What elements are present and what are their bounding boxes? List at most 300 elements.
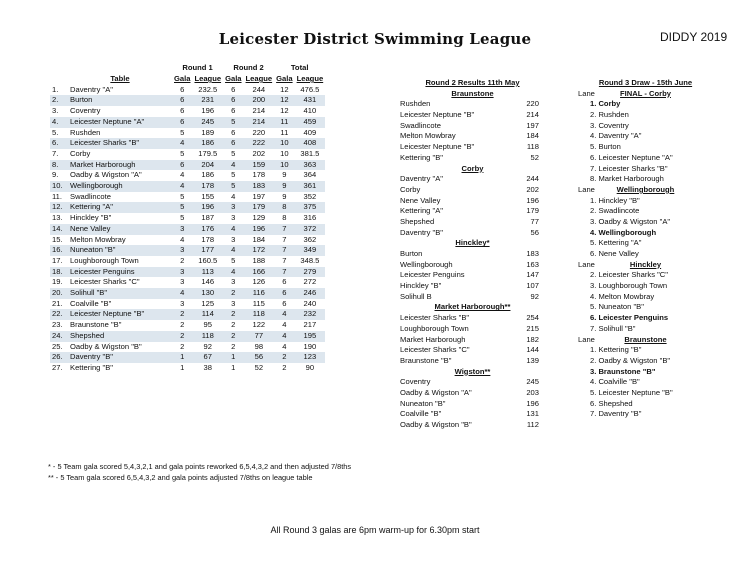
- lane-team: 5. Kettering "A": [590, 238, 642, 248]
- round1-gala: 2: [172, 331, 192, 342]
- round2-gala: 3: [231, 234, 236, 244]
- result-row: [400, 281, 545, 292]
- result-row: [400, 153, 545, 164]
- team-score: 215: [526, 323, 539, 333]
- position: 24.: [50, 331, 68, 342]
- total-gala: 10: [274, 160, 294, 171]
- round1-gala: 6: [172, 95, 192, 106]
- round2-gala: 1: [223, 352, 243, 363]
- team-name: Corby: [70, 148, 91, 158]
- venue-heading: Market Harborough**: [434, 302, 511, 312]
- table-row: [50, 170, 325, 181]
- total-gala: 7: [282, 255, 287, 265]
- round1-gala: 1: [172, 352, 192, 363]
- round2-league: 214: [244, 117, 275, 128]
- round1-gala: 2: [180, 341, 185, 351]
- round1-gala: 4: [172, 181, 192, 192]
- lane-team: 3. Braunstone "B": [590, 366, 656, 376]
- team-score: 196: [526, 195, 539, 205]
- team-name: Leicester Sharks "C": [400, 345, 470, 355]
- total-league: 246: [295, 288, 326, 299]
- team-name: Leicester Neptune "A": [68, 117, 172, 128]
- lane-row: [578, 228, 713, 239]
- total-gala: 12: [280, 106, 289, 116]
- lane-row: [578, 270, 713, 281]
- team-name: Daventry "B": [68, 352, 172, 363]
- position: 16.: [50, 245, 68, 256]
- round1-gala: 6: [180, 84, 185, 94]
- team-score: 92: [530, 291, 539, 301]
- round1-gala: 1: [180, 362, 185, 372]
- team-name: Kettering "B": [400, 152, 443, 162]
- lane-team: 8. Market Harborough: [590, 174, 664, 184]
- team-name: Market Harborough: [400, 334, 466, 344]
- table-row: [50, 106, 325, 117]
- position: 11.: [52, 191, 62, 201]
- lane-heading-row: [578, 335, 713, 346]
- total-gala: 9: [274, 181, 294, 192]
- lane-team: 1. Kettering "B": [590, 345, 642, 355]
- result-row: [400, 206, 545, 217]
- total-gala: 6: [282, 277, 287, 287]
- round1-gala: 4: [180, 234, 185, 244]
- team-name: Braunstone "B": [400, 355, 452, 365]
- result-row: [400, 142, 545, 153]
- lane-row: [578, 206, 713, 217]
- team-name: Daventry "A": [400, 174, 443, 184]
- team-score: 56: [530, 227, 539, 237]
- total-gala: 4: [274, 331, 294, 342]
- team-name: Melton Mowbray: [400, 131, 456, 141]
- team-name: Leicester Neptune "B": [400, 142, 475, 152]
- round1-gala: 2: [180, 255, 185, 265]
- team-name: Daventry "A": [70, 84, 113, 94]
- table-row: [50, 342, 325, 353]
- total-league: 476.5: [300, 84, 320, 94]
- position: 14.: [50, 224, 68, 235]
- result-row: [400, 270, 545, 281]
- gala-header: Gala: [174, 74, 191, 83]
- position: 18.: [50, 267, 68, 278]
- team-name: Kettering "A": [68, 202, 172, 213]
- table-row: [50, 299, 325, 310]
- team-score: 203: [526, 387, 539, 397]
- position: 1.: [52, 84, 59, 94]
- team-name: Loughborough Town: [70, 255, 139, 265]
- round1-gala: 6: [180, 106, 185, 116]
- team-name: Wellingborough: [400, 259, 453, 269]
- total-league: 352: [303, 191, 317, 201]
- round1-league: 67: [192, 352, 223, 363]
- round2-league: 178: [252, 170, 266, 180]
- total-league: 431: [295, 95, 326, 106]
- result-row: [400, 196, 545, 207]
- position: 13.: [52, 213, 63, 223]
- team-name: Swadlincote: [70, 191, 111, 201]
- league-table: [50, 62, 325, 374]
- round2-gala: 2: [231, 320, 236, 330]
- team-score: 131: [526, 409, 539, 419]
- team-name: Daventry "B": [400, 227, 443, 237]
- total-gala: 10: [280, 148, 289, 158]
- round2-league: 222: [244, 138, 275, 149]
- team-name: Braunstone "B": [70, 320, 122, 330]
- lane-row: [578, 324, 713, 335]
- round1-league: 92: [203, 341, 212, 351]
- lane-row: [578, 356, 713, 367]
- team-name: Burton: [68, 95, 172, 106]
- total-league: 361: [295, 181, 326, 192]
- league-header: League: [296, 74, 324, 83]
- total-gala: 11: [274, 117, 294, 128]
- lane-team: 5. Burton: [590, 142, 621, 152]
- team-score: 107: [526, 281, 539, 291]
- table-row: [50, 149, 325, 160]
- table-row: [50, 288, 325, 299]
- lane-row: [578, 110, 713, 121]
- round2-league: 116: [244, 288, 275, 299]
- round1-league: 231: [192, 95, 223, 106]
- lane-row: [578, 249, 713, 260]
- league-header: League: [245, 74, 273, 83]
- team-name: Rushden: [70, 127, 101, 137]
- result-row: [400, 185, 545, 196]
- position: 9.: [52, 170, 59, 180]
- venue-heading: Wellingborough: [616, 184, 675, 194]
- total-league: 240: [303, 298, 317, 308]
- venue-heading: Wigston**: [454, 366, 491, 376]
- round2-league: 197: [252, 191, 266, 201]
- position: 10.: [50, 181, 68, 192]
- round2-header: Round 2: [233, 62, 264, 72]
- position: 7.: [52, 148, 59, 158]
- result-row: [400, 99, 545, 110]
- round2-gala: 2: [223, 331, 243, 342]
- total-league: 316: [303, 213, 317, 223]
- total-league: 372: [295, 224, 326, 235]
- team-name: Leicester Penguins: [400, 270, 465, 280]
- total-league: 459: [295, 117, 326, 128]
- team-score: 179: [526, 206, 539, 216]
- team-name: Coventry: [70, 106, 101, 116]
- round1-league: 189: [201, 127, 215, 137]
- round2-league: 214: [252, 106, 266, 116]
- team-score: 118: [526, 142, 539, 152]
- round1-league: 186: [192, 138, 223, 149]
- table-row: [50, 181, 325, 192]
- team-name: Oadby & Wigston "B": [400, 420, 472, 429]
- position: 6.: [50, 138, 68, 149]
- team-name: Nuneaton "B": [68, 245, 172, 256]
- position: 5.: [52, 127, 59, 137]
- position: 15.: [52, 234, 63, 244]
- result-row: [400, 409, 545, 420]
- round2-gala: 5: [223, 117, 243, 128]
- total-gala: 4: [274, 309, 294, 320]
- round2-league: 172: [244, 245, 275, 256]
- page-title: Leicester District Swimming League: [218, 30, 532, 48]
- round1-league: 232.5: [198, 84, 218, 94]
- round1-gala: 5: [172, 202, 192, 213]
- result-row: [400, 217, 545, 228]
- result-row: [400, 324, 545, 335]
- team-score: 214: [526, 110, 539, 120]
- table-row: [50, 213, 325, 224]
- result-row: [400, 292, 545, 303]
- lane-heading-row: [578, 89, 713, 100]
- team-name: Nene Valley: [68, 224, 172, 235]
- result-row: [400, 121, 545, 132]
- table-row: [50, 138, 325, 149]
- round2-gala: 6: [223, 95, 243, 106]
- lane-row: [578, 399, 713, 410]
- table-header: Table: [110, 74, 130, 83]
- round1-gala: 5: [180, 191, 185, 201]
- result-row: [400, 131, 545, 142]
- position: 8.: [50, 160, 68, 171]
- team-name: Burton: [400, 249, 423, 258]
- round1-gala: 4: [172, 288, 192, 299]
- team-name: Nene Valley: [400, 195, 441, 205]
- round2-gala: 3: [231, 298, 236, 308]
- round2-league: 122: [252, 320, 266, 330]
- result-row: [400, 228, 545, 239]
- lane-team: 2. Rushden: [590, 110, 629, 120]
- lane-team: 4. Wellingborough: [590, 227, 657, 237]
- team-name: Hinckley "B": [400, 281, 442, 291]
- round2-gala: 5: [231, 148, 236, 158]
- lane-label: Lane: [578, 334, 595, 344]
- total-league: 279: [295, 267, 326, 278]
- total-gala: 12: [274, 95, 294, 106]
- round1-header: Round 1: [182, 62, 213, 72]
- lane-team: 6. Nene Valley: [590, 249, 639, 258]
- total-league: 232: [295, 309, 326, 320]
- lane-row: [578, 388, 713, 399]
- result-row: [400, 174, 545, 185]
- round2-league: 166: [244, 267, 275, 278]
- lane-row: [578, 153, 713, 164]
- team-name: Solihull B: [400, 291, 432, 301]
- lane-row: [578, 281, 713, 292]
- total-league: 195: [295, 331, 326, 342]
- lane-row: [578, 164, 713, 175]
- team-name: Leicester Sharks "B": [400, 313, 470, 323]
- position: 4.: [50, 117, 68, 128]
- round1-league: 187: [201, 213, 215, 223]
- total-league: 190: [303, 341, 317, 351]
- round1-gala: 3: [172, 224, 192, 235]
- round1-gala: 4: [172, 138, 192, 149]
- round2-gala: 2: [223, 288, 243, 299]
- division-label: DIDDY 2019: [660, 30, 728, 44]
- total-gala: 8: [282, 213, 287, 223]
- table-row: [50, 309, 325, 320]
- round2-gala: 2: [231, 341, 236, 351]
- round2-results: [400, 78, 545, 431]
- position: 19.: [52, 277, 63, 287]
- lane-row: [578, 121, 713, 132]
- team-score: 163: [526, 259, 539, 269]
- position: 12.: [50, 202, 68, 213]
- team-score: 112: [526, 420, 539, 429]
- table-row: [50, 95, 325, 106]
- table-row: [50, 117, 325, 128]
- round1-league: 118: [192, 331, 223, 342]
- round1-league: 196: [201, 106, 215, 116]
- round2-gala: 6: [231, 106, 236, 116]
- team-score: 202: [526, 184, 539, 194]
- position: 17.: [52, 255, 63, 265]
- team-name: Melton Mowbray: [70, 234, 126, 244]
- team-name: Wellingborough: [68, 181, 172, 192]
- lane-team: 1. Hinckley "B": [590, 195, 640, 205]
- round1-gala: 3: [172, 245, 192, 256]
- round2-gala: 5: [231, 170, 236, 180]
- team-score: 196: [526, 398, 539, 408]
- team-name: Hinckley "B": [70, 213, 112, 223]
- table-row: [50, 85, 325, 96]
- round1-gala: 3: [180, 298, 185, 308]
- round1-league: 95: [203, 320, 212, 330]
- total-gala: 4: [282, 341, 287, 351]
- team-score: 52: [530, 152, 539, 162]
- total-gala: 2: [282, 362, 287, 372]
- round1-league: 155: [201, 191, 215, 201]
- lane-team: 2. Oadby & Wigston "B": [590, 355, 671, 365]
- venue-heading: Hinckley: [629, 259, 662, 269]
- team-name: Market Harborough: [68, 160, 172, 171]
- round2-league: 179: [244, 202, 275, 213]
- team-name: Nuneaton "B": [400, 398, 446, 408]
- total-league: 348.5: [300, 255, 320, 265]
- round2-league: 115: [252, 298, 265, 308]
- team-name: Leicester Penguins: [68, 267, 172, 278]
- total-league: 272: [303, 277, 317, 287]
- round1-gala: 6: [172, 160, 192, 171]
- table-row: [50, 245, 325, 256]
- column-header-row: [50, 74, 325, 85]
- table-row: [50, 277, 325, 288]
- team-name: Coventry: [400, 377, 431, 387]
- team-name: Corby: [400, 184, 421, 194]
- round1-gala: 5: [180, 127, 185, 137]
- result-row: [400, 313, 545, 324]
- round2-league: 129: [252, 213, 266, 223]
- total-league: 381.5: [300, 148, 320, 158]
- lane-team: 7. Leicester Sharks "B": [590, 163, 668, 173]
- lane-row: [578, 313, 713, 324]
- round1-league: 186: [201, 170, 215, 180]
- lane-team: 6. Shepshed: [590, 398, 633, 408]
- round2-gala: 6: [231, 84, 236, 94]
- round1-gala: 3: [172, 267, 192, 278]
- round2-league: 52: [254, 362, 264, 372]
- round2-gala: 5: [223, 181, 243, 192]
- lane-team: 5. Nuneaton "B": [590, 302, 644, 312]
- round2-league: 184: [252, 234, 266, 244]
- round2-league: 56: [244, 352, 275, 363]
- venue-heading: Corby: [461, 163, 484, 173]
- team-name: Coalville "B": [400, 409, 442, 419]
- round1-league: 204: [192, 160, 223, 171]
- round1-league: 178: [192, 181, 223, 192]
- team-name: Oadby & Wigston "B": [70, 341, 142, 351]
- table-row: [50, 235, 325, 246]
- team-name: Kettering "A": [400, 206, 443, 216]
- round2-league: 77: [244, 331, 275, 342]
- team-name: Oadby & Wigston "A": [70, 170, 142, 180]
- footnote-double-star: ** - 5 Team gala scored 6,5,4,3,2 and gala points adjusted 7/8ths on league table: [48, 473, 313, 482]
- team-name: Solihull "B": [68, 288, 172, 299]
- result-row: [400, 388, 545, 399]
- lane-row: [578, 292, 713, 303]
- start-time-note: All Round 3 galas are 6pm warm-up for 6.30pm start: [270, 525, 480, 535]
- lane-label: Lane: [578, 88, 595, 98]
- total-league: 409: [303, 127, 317, 137]
- lane-label: Lane: [578, 259, 595, 269]
- team-name: Loughborough Town: [400, 323, 469, 333]
- table-row: [50, 363, 325, 374]
- round2-gala: 4: [231, 191, 236, 201]
- round2-gala: 3: [231, 213, 236, 223]
- round1-league: 160.5: [198, 255, 218, 265]
- position: 23.: [52, 320, 63, 330]
- result-row: [400, 377, 545, 388]
- lane-row: [578, 142, 713, 153]
- round1-gala: 3: [180, 277, 185, 287]
- round2-league: 220: [252, 127, 266, 137]
- team-name: Leicester Sharks "C": [70, 277, 140, 287]
- team-name: Coalville "B": [70, 298, 112, 308]
- total-league: 408: [295, 138, 326, 149]
- round1-gala: 2: [180, 320, 185, 330]
- round2-league: 126: [252, 277, 266, 287]
- position: 22.: [50, 309, 68, 320]
- lane-row: [578, 377, 713, 388]
- round2-gala: 4: [223, 160, 243, 171]
- venue-heading: Hinckley*: [455, 238, 490, 248]
- total-gala: 8: [274, 202, 294, 213]
- table-row: [50, 128, 325, 139]
- team-score: 197: [526, 120, 539, 130]
- total-league: 362: [303, 234, 317, 244]
- round1-gala: 5: [180, 148, 185, 158]
- team-score: 182: [526, 334, 539, 344]
- round2-league: 118: [244, 309, 275, 320]
- total-header: Total: [290, 62, 309, 72]
- lane-team: 3. Loughborough Town: [590, 281, 668, 291]
- lane-team: 2. Leicester Sharks "C": [590, 270, 668, 280]
- table-row: [50, 352, 325, 363]
- table-row: [50, 160, 325, 171]
- result-row: [400, 260, 545, 271]
- table-row: [50, 192, 325, 203]
- lane-row: [578, 238, 713, 249]
- position: 25.: [52, 341, 63, 351]
- lane-row: [578, 345, 713, 356]
- total-gala: 2: [274, 352, 294, 363]
- team-name: Oadby & Wigston "A": [400, 387, 472, 397]
- round3-draw: [578, 78, 713, 420]
- total-league: 349: [295, 245, 326, 256]
- total-gala: 9: [282, 191, 287, 201]
- round2-league: 188: [252, 255, 266, 265]
- lane-team: 2. Swadlincote: [590, 206, 640, 216]
- gala-header: Gala: [225, 74, 242, 83]
- lane-heading-row: [578, 185, 713, 196]
- total-gala: 7: [274, 245, 294, 256]
